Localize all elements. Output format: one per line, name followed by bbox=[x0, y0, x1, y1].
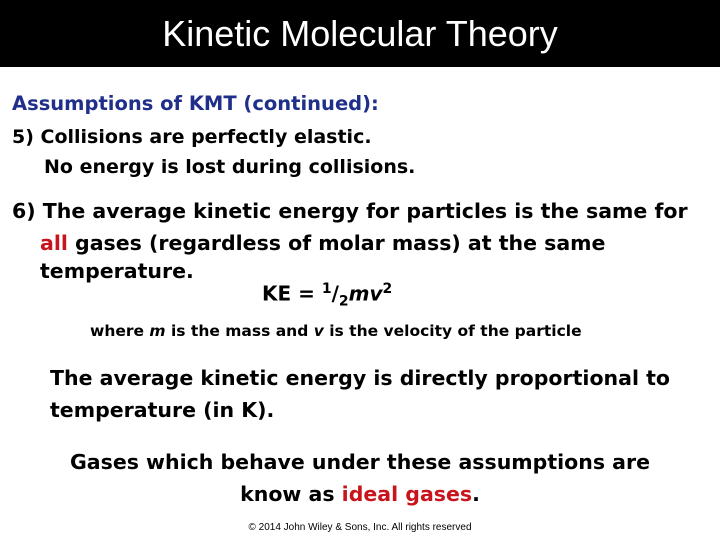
note-prefix: where bbox=[90, 322, 150, 340]
ideal-gases-highlight: ideal gases bbox=[341, 482, 473, 506]
ideal-line-2-prefix: know as bbox=[240, 482, 342, 506]
formula-slash: / bbox=[331, 281, 339, 306]
item-6-line-2-rest: gases (regardless of molar mass) at the same bbox=[67, 231, 606, 255]
ideal-line-1: Gases which behave under these assumptions are bbox=[69, 450, 651, 474]
formula-lhs: KE = bbox=[262, 281, 322, 306]
ideal-line-2-suffix: . bbox=[472, 482, 480, 506]
note-middle: is the mass and bbox=[165, 322, 314, 340]
all-highlight: all bbox=[40, 231, 68, 255]
note-var-v: v bbox=[313, 322, 324, 340]
slide-title: Kinetic Molecular Theory bbox=[162, 13, 558, 54]
title-bar bbox=[0, 0, 720, 67]
formula-denominator: 2 bbox=[338, 293, 349, 310]
ideal-line-2 bbox=[0, 482, 720, 506]
note-var-m: m bbox=[149, 322, 166, 340]
item-6-line-3: temperature. bbox=[40, 259, 194, 283]
assumptions-heading: Assumptions of KMT (continued): bbox=[12, 92, 379, 115]
proportional-line-2: temperature (in K). bbox=[50, 398, 275, 422]
note-suffix: is the velocity of the particle bbox=[323, 322, 582, 340]
item-5-line-1: 5) Collisions are perfectly elastic. bbox=[12, 126, 372, 148]
item-6-line-1: 6) The average kinetic energy for particles is the same for bbox=[12, 199, 688, 223]
copyright-footer: © 2014 John Wiley & Sons, Inc. All rights reserved bbox=[248, 522, 472, 533]
proportional-line-1: The average kinetic energy is directly proportional to bbox=[50, 366, 671, 390]
item-5-line-2: No energy is lost during collisions. bbox=[44, 156, 416, 178]
kinetic-energy-formula bbox=[262, 281, 392, 310]
formula-exponent: 2 bbox=[382, 281, 393, 297]
formula-numerator: 1 bbox=[321, 281, 332, 297]
item-6-line-2 bbox=[40, 231, 605, 255]
formula-note bbox=[90, 322, 582, 340]
formula-body: mv bbox=[348, 281, 383, 306]
